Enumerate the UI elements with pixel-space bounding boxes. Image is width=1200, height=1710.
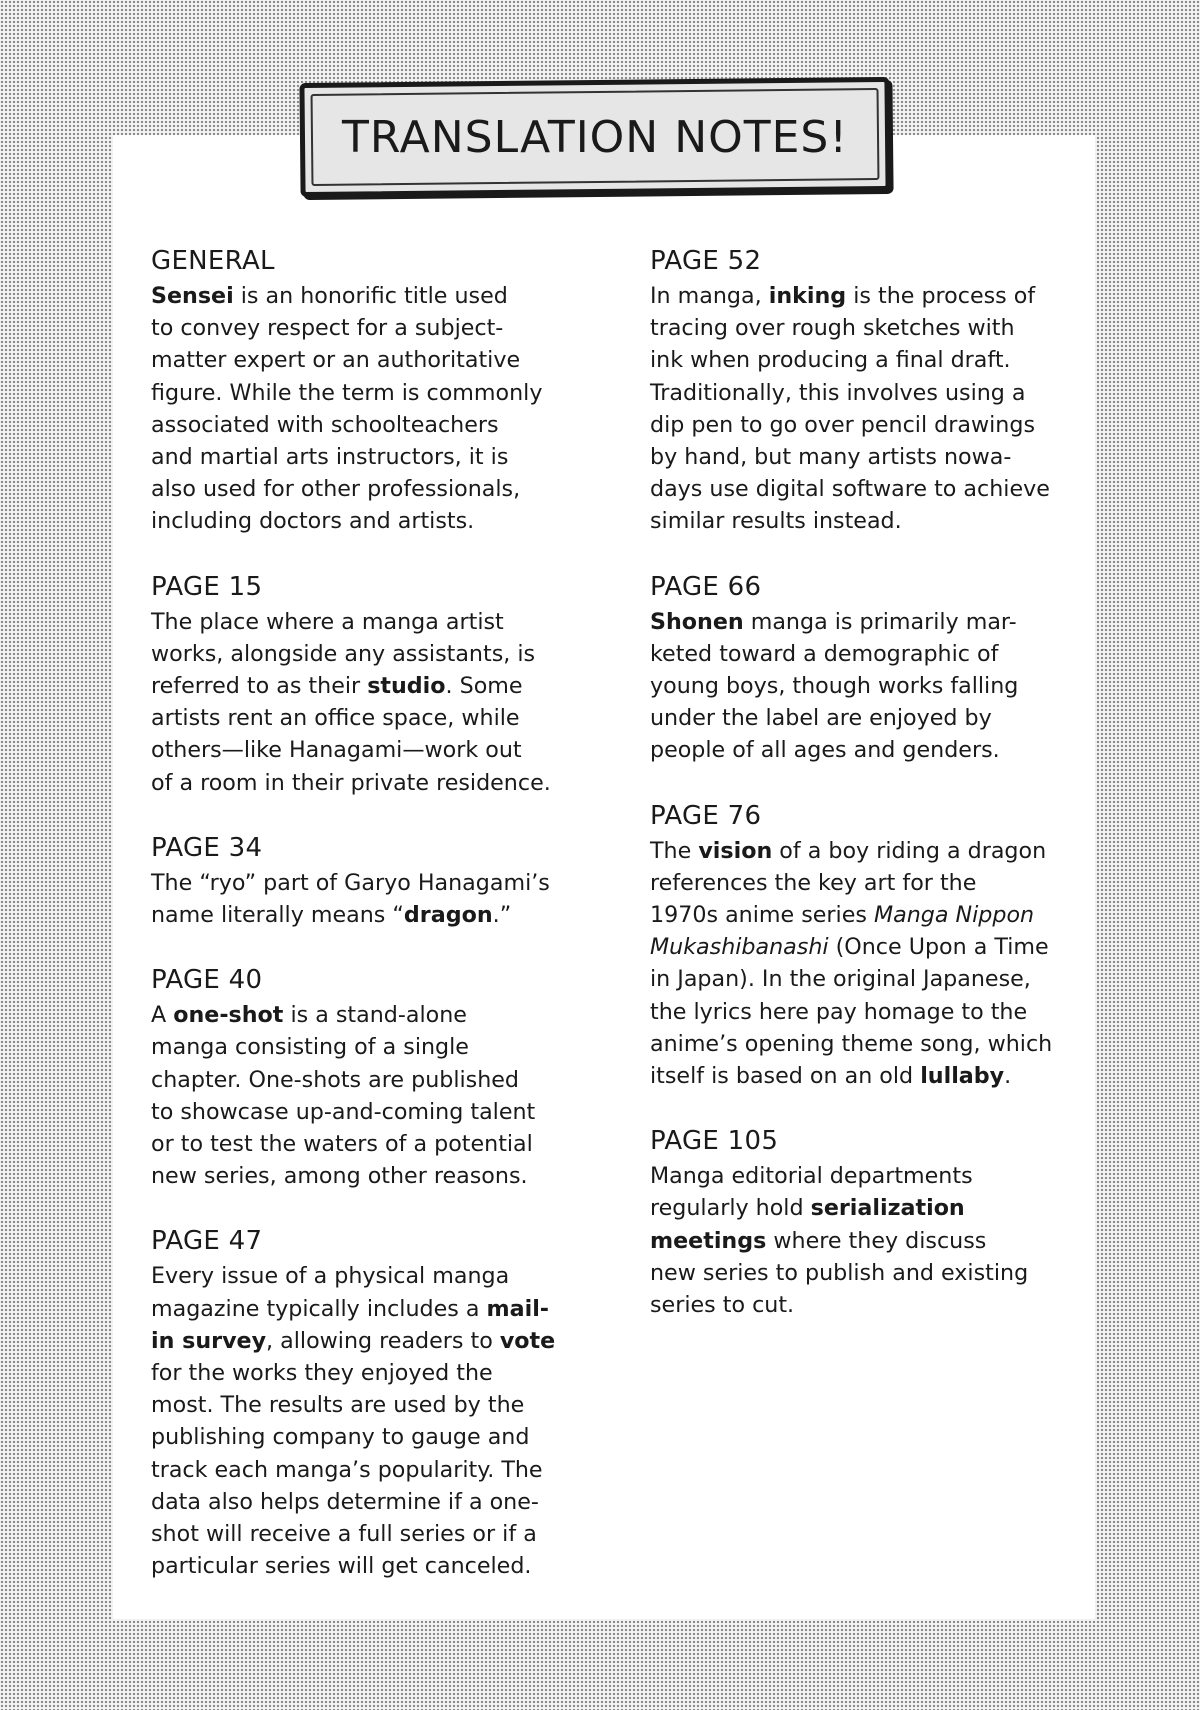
text-run: of a boy riding a dragon references the key art for the 1970s anime series	[650, 837, 1047, 929]
text-run: The	[650, 837, 699, 864]
note-heading: PAGE 66	[650, 571, 762, 602]
italic-title: Manga Nippon Mukashibanashi	[650, 902, 1035, 961]
bold-term: studio	[367, 673, 446, 700]
bold-term: serialization meetings	[650, 1195, 965, 1254]
text-run: . Some artists rent an office space, while others—like Hanagami—work out of a room in their private residence.	[151, 673, 551, 796]
note-heading: PAGE 15	[151, 571, 263, 602]
bold-term: Shonen	[650, 608, 744, 635]
left-column	[151, 244, 571, 1615]
note-page-40	[151, 963, 571, 1192]
note-body	[151, 1260, 571, 1582]
note-heading: PAGE 40	[151, 965, 263, 996]
bold-term: inking	[768, 283, 847, 309]
note-body	[151, 867, 571, 931]
text-run: for the works they enjoyed the most. The results are used by the publishing company to gauge and track each manga’s popularity. The data also helps determine if a one- shot will receive a full series or if a particular series will get canceled.	[151, 1360, 543, 1580]
bold-term: lullaby	[920, 1063, 1005, 1090]
note-heading: PAGE 34	[151, 832, 263, 863]
bold-term: vote	[499, 1327, 556, 1354]
note-body	[650, 1160, 1070, 1321]
text-run: .”	[492, 902, 512, 929]
note-page-34	[151, 831, 571, 931]
note-heading: GENERAL	[151, 246, 275, 276]
text-run: The “ryo” part of Garyo Hanagami’s name literally means “	[151, 869, 550, 929]
note-body	[151, 606, 571, 799]
text-run: The place where a manga artist works, alongside any assistants, is referred to as their	[151, 608, 536, 700]
bold-term: one-shot	[173, 1002, 284, 1029]
text-run: manga is primarily mar- keted toward a demographic of young boys, though works falling under the label are enjoyed by people of all ages and genders.	[650, 608, 1019, 764]
note-heading: PAGE 52	[650, 246, 762, 276]
text-run: Every issue of a physical manga magazine typically includes a	[151, 1263, 510, 1322]
note-general	[151, 244, 571, 538]
title-banner	[299, 77, 890, 197]
text-run: is an honorific title used to convey respect for a subject- matter expert or an authoritative figure. While the term is commonly associated with schoolteachers and martial arts instructors, it is also used for other professionals, including doctors and artists.	[151, 283, 543, 535]
bold-term: Sensei	[151, 283, 234, 309]
note-body	[650, 835, 1070, 1093]
text-run: is the process of tracing over rough sketches with ink when producing a final draft. Traditionally, this involves using a dip pen to go over pencil drawings by hand, but many artists nowa- days use digital software to achieve similar results instead.	[650, 283, 1050, 535]
bold-term: mail- in survey	[151, 1295, 550, 1354]
text-run: A	[151, 1002, 174, 1029]
note-heading: PAGE 47	[151, 1226, 263, 1257]
note-page-15	[151, 570, 571, 799]
text-run: is a stand-alone manga consisting of a single chapter. One-shots are published to showcase up-and-coming talent or to test the waters of a potential new series, among other reasons.	[151, 1002, 536, 1190]
text-run: .	[1004, 1063, 1012, 1090]
note-page-66	[650, 570, 1070, 767]
bold-term: vision	[698, 837, 773, 864]
note-heading: PAGE 105	[650, 1126, 779, 1157]
note-heading: PAGE 76	[650, 800, 762, 831]
note-page-105	[650, 1124, 1070, 1321]
note-page-52	[650, 244, 1070, 538]
text-run: , allowing readers to	[266, 1327, 500, 1354]
note-body	[151, 280, 571, 538]
page-title: TRANSLATION NOTES!	[342, 111, 848, 163]
text-run: In manga,	[650, 283, 769, 309]
right-column	[650, 244, 1070, 1353]
bold-term: dragon	[403, 902, 493, 929]
note-body	[151, 999, 571, 1192]
note-page-47	[151, 1224, 571, 1582]
note-body	[650, 280, 1070, 538]
note-page-76	[650, 799, 1070, 1093]
text-run: (Once Upon a Time in Japan). In the original Japanese, the lyrics here pay homage to the anime’s opening theme song, which itself is based on an old	[650, 934, 1053, 1090]
text-run: where they discuss new series to publish and existing series to cut.	[650, 1227, 1029, 1319]
text-run: Manga editorial departments regularly hold	[650, 1163, 973, 1222]
note-body	[650, 606, 1070, 767]
